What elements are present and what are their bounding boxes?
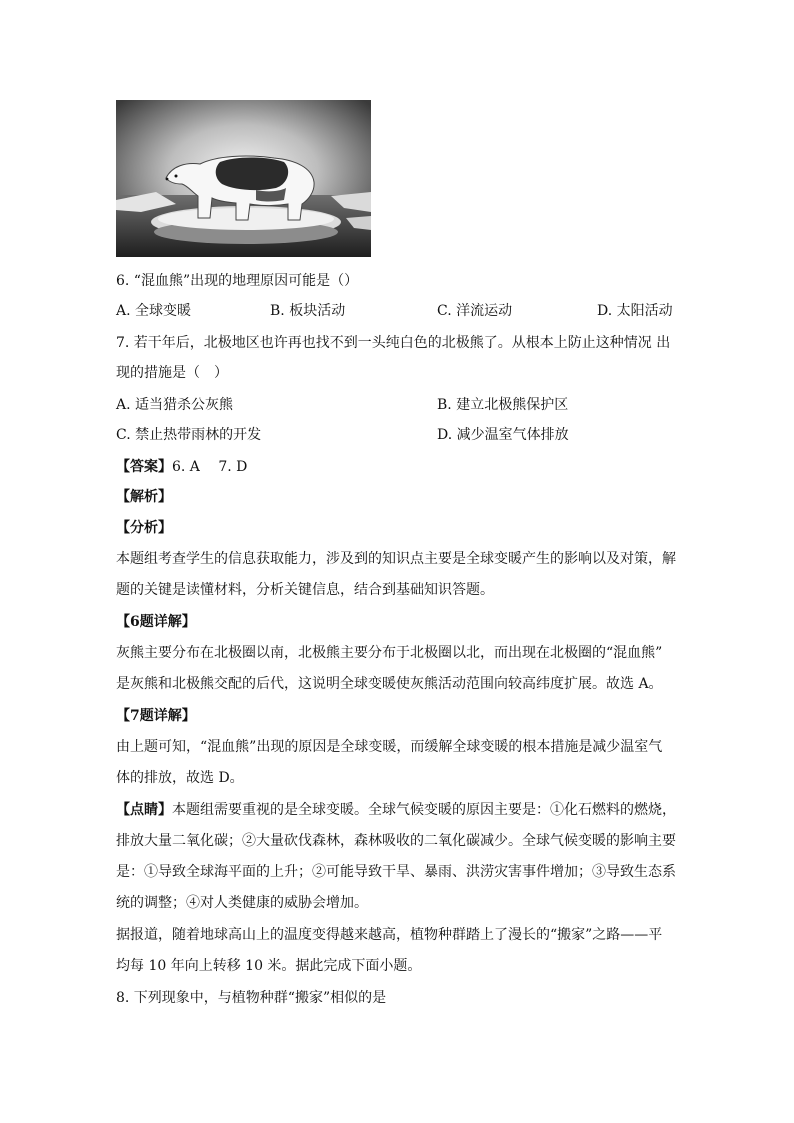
- detail-6-heading: 【6题详解】: [116, 614, 196, 630]
- detail-7-line-1: 由上题可知，“混血熊”出现的原因是全球变暖，而缓解全球变暖的根本措施是减少温室气: [116, 739, 663, 755]
- question-6-stem: 6. “混血熊”出现的地理原因可能是（）: [116, 273, 359, 289]
- dianjing-line-2: 排放大量二氧化碳；②大量砍伐森林，森林吸收的二氧化碳减少。全球气候变暖的影响主要: [116, 833, 676, 849]
- fenxi-line-2: 题的关键是读懂材料，分析关键信息，结合到基础知识答题。: [116, 582, 494, 598]
- dianjing-line-3: 是：①导致全球海平面的上升；②可能导致干旱、暴雨、洪涝灾害事件增加；③导致生态系: [116, 864, 676, 880]
- material-line-1: 据报道，随着地球高山上的温度变得越来越高，植物种群踏上了漫长的“搬家”之路——平: [116, 927, 663, 943]
- detail-7-line-2: 体的排放，故选 D。: [116, 770, 244, 786]
- polar-bear-photo: [116, 100, 371, 257]
- dianjing-label: 【点睛】: [116, 802, 172, 818]
- fenxi-line-1: 本题组考查学生的信息获取能力，涉及到的知识点主要是全球变暖产生的影响以及对策，解: [116, 551, 676, 567]
- detail-7-heading: 【7题详解】: [116, 708, 196, 724]
- question-6-option-a: A. 全球变暖: [116, 303, 192, 319]
- dianjing-line-4: 统的调整；④对人类健康的威胁会增加。: [116, 895, 368, 911]
- material-line-2: 均每 10 年向上转移 10 米。据此完成下面小题。: [116, 958, 422, 974]
- question-7-option-b: B. 建立北极熊保护区: [437, 397, 569, 413]
- question-6-option-c: C. 洋流运动: [437, 303, 513, 319]
- question-8-stem: 8. 下列现象中，与植物种群“搬家”相似的是: [116, 990, 387, 1006]
- answer-label: 【答案】: [116, 459, 172, 475]
- polar-bear-photo-icon: [116, 100, 371, 257]
- detail-6-line-1: 灰熊主要分布在北极圈以南，北极熊主要分布于北极圈以北，而出现在北极圈的“混血熊”: [116, 645, 663, 661]
- jiexi-heading: 【解析】: [116, 489, 172, 505]
- dianjing-text-1: 本题组需要重视的是全球变暖。全球气候变暖的原因主要是：①化石燃料的燃烧，: [172, 802, 676, 818]
- fenxi-heading: 【分析】: [116, 520, 172, 536]
- answer-line: [116, 457, 247, 477]
- question-7-option-c: C. 禁止热带雨林的开发: [116, 427, 262, 443]
- question-7-option-a: A. 适当猎杀公灰熊: [116, 397, 234, 413]
- question-6-option-b: B. 板块活动: [270, 303, 346, 319]
- detail-6-line-2: 是灰熊和北极熊交配的后代，这说明全球变暖使灰熊活动范围向较高纬度扩展。故选 A。: [116, 676, 663, 692]
- answer-text: 6. A 7. D: [172, 459, 248, 475]
- dianjing-line-1: [116, 800, 676, 820]
- question-6-option-d: D. 太阳活动: [597, 303, 673, 319]
- question-7-stem-line-2: 现的措施是（ ）: [116, 365, 228, 381]
- question-7-stem-line-1: 7. 若干年后，北极地区也许再也找不到一头纯白色的北极熊了。从根本上防止这种情况 出: [116, 335, 671, 351]
- question-7-option-d: D. 减少温室气体排放: [437, 427, 569, 443]
